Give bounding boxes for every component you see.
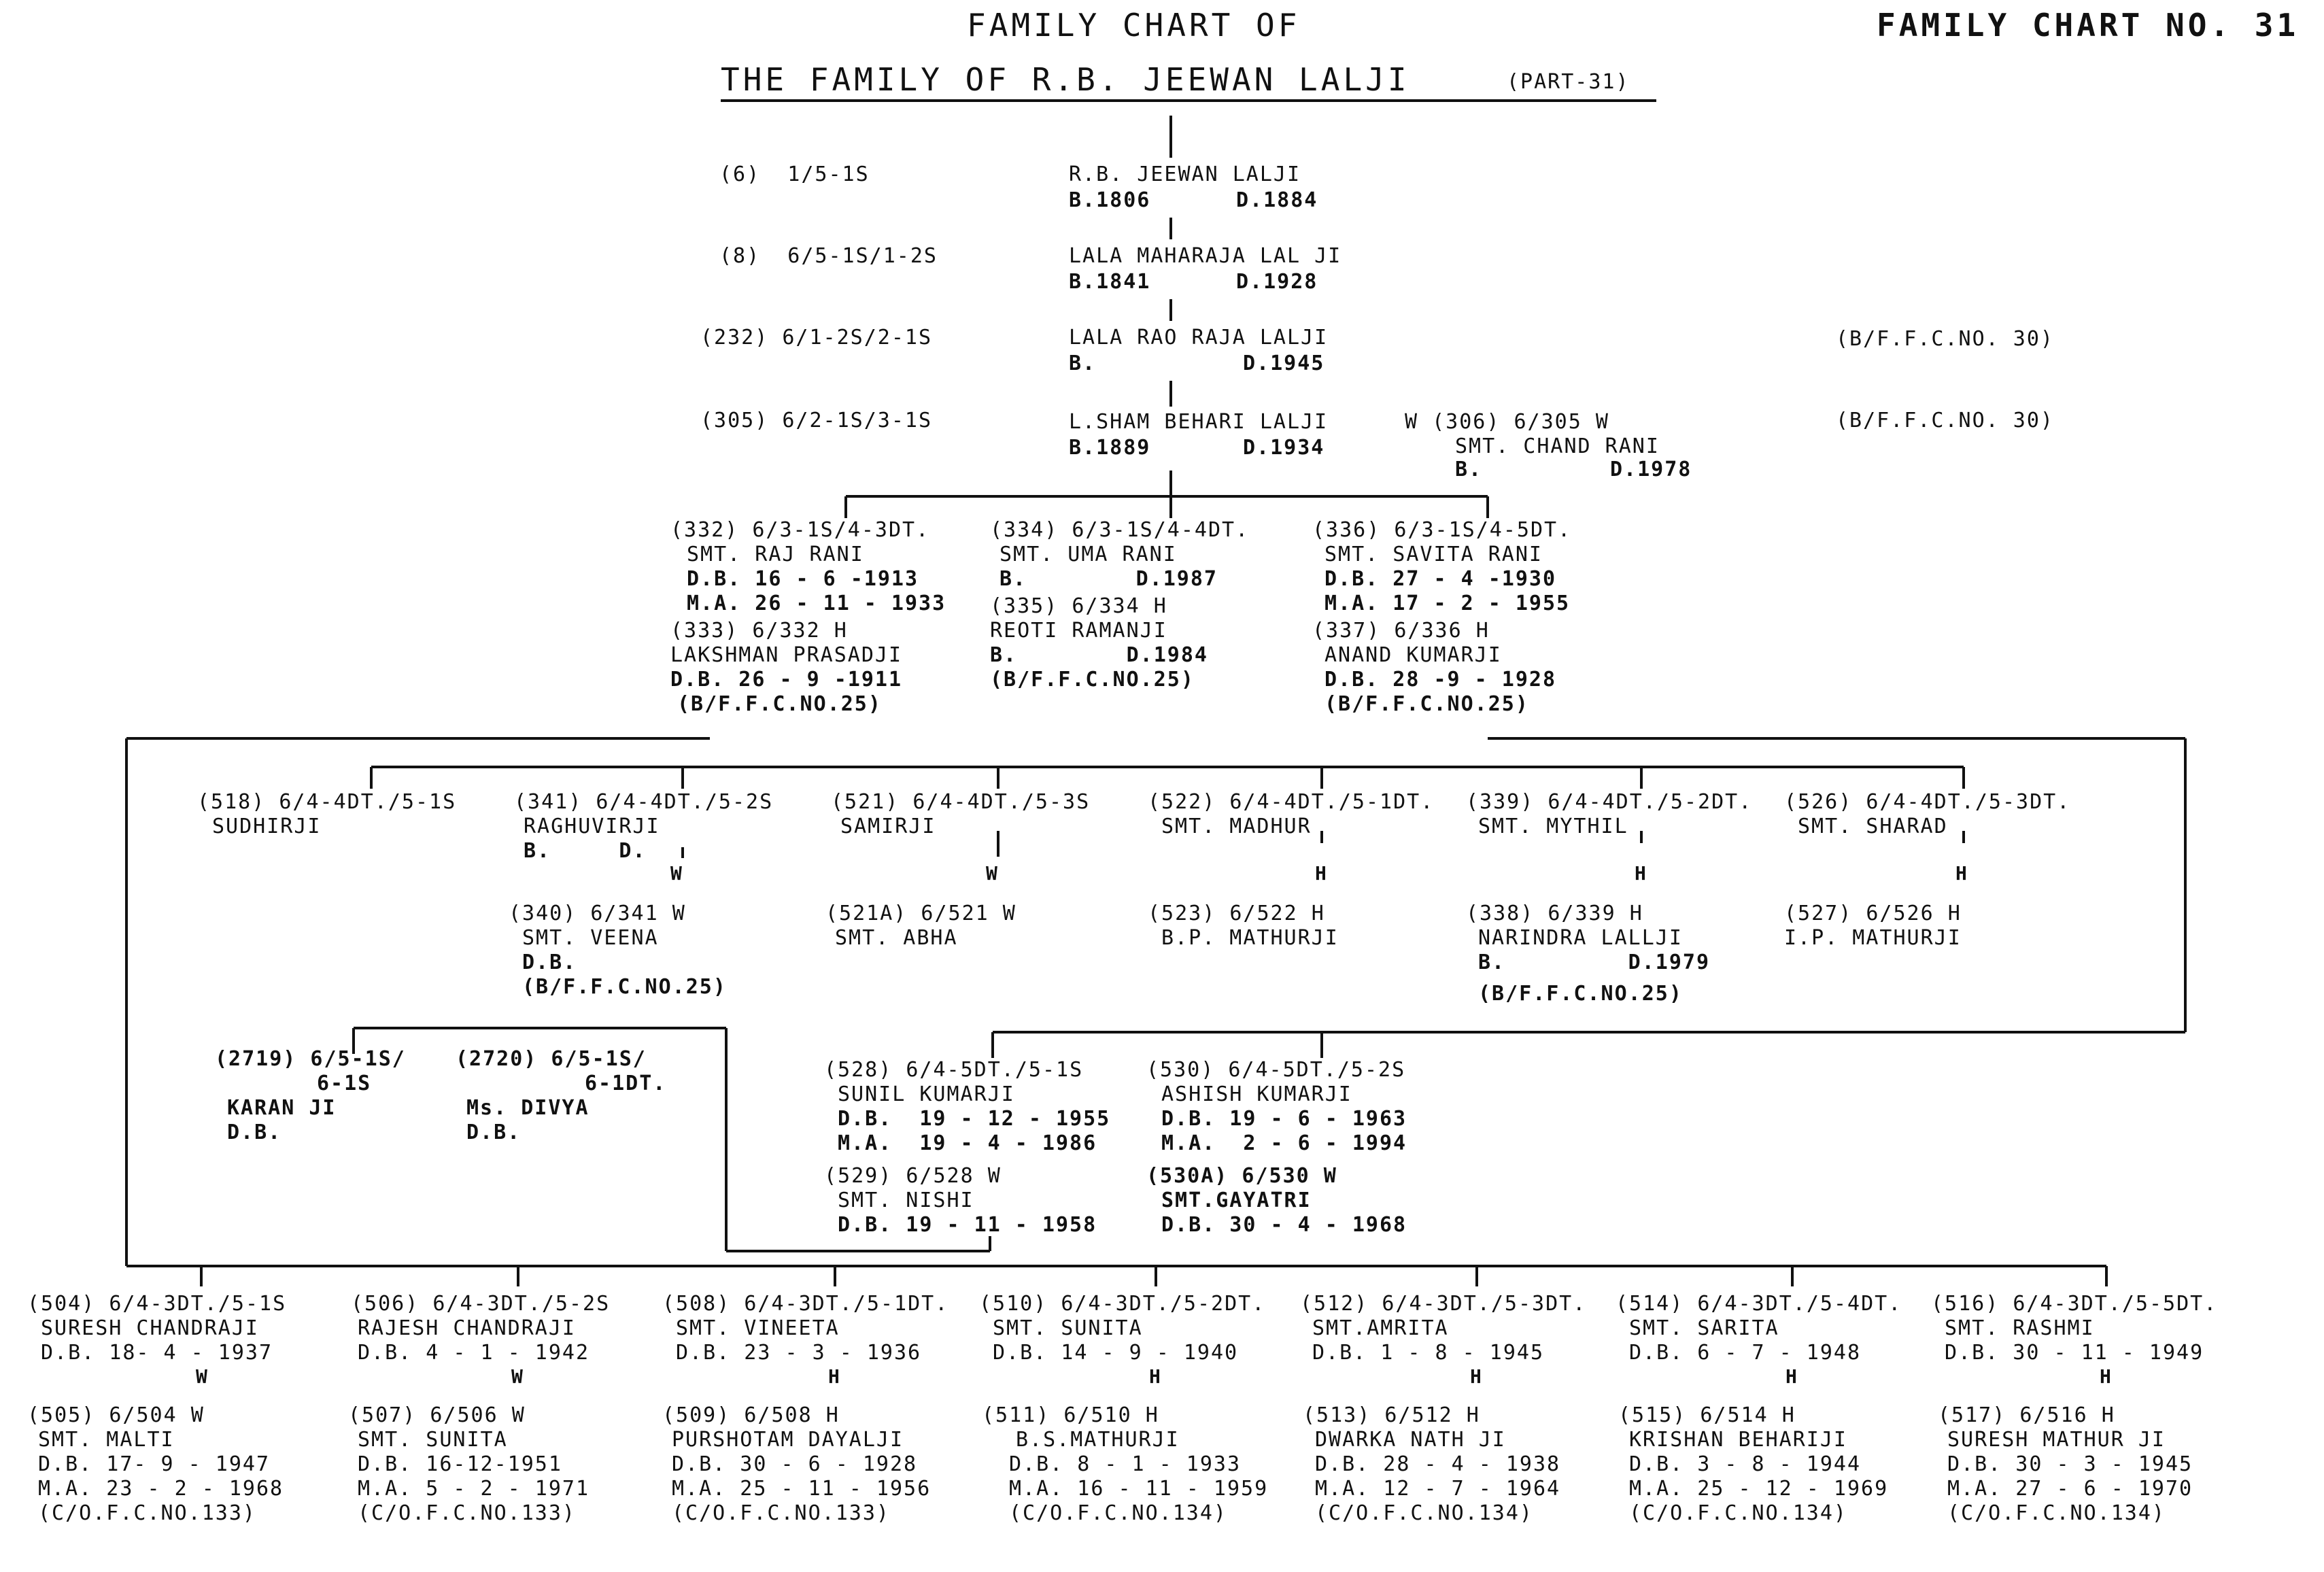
- person-526: [1784, 790, 2070, 839]
- person-birth: D.B. 19 - 12 - 1955: [838, 1107, 1111, 1131]
- spouse-birth: B. D.1979: [1478, 951, 1711, 974]
- lineage-name: R.B. JEEWAN LALJI: [1069, 163, 1301, 186]
- person-515: [1618, 1403, 1888, 1526]
- person-508: [662, 1292, 949, 1365]
- chart-part: (PART-31): [1507, 70, 1630, 94]
- person-523: [1148, 902, 1339, 951]
- person-birth: D.B. 16 - 6 -1913: [687, 567, 919, 591]
- spouse-ref: (C/O.F.C.NO.133): [38, 1501, 256, 1525]
- spouse-marriage: M.A. 16 - 11 - 1959: [1009, 1477, 1269, 1501]
- person-birth: B. D.1987: [999, 567, 1218, 591]
- person-name: ASHISH KUMARJI: [1161, 1082, 1352, 1106]
- spouse-marriage: M.A. 5 - 2 - 1971: [358, 1477, 590, 1501]
- person-code: (332) 6/3-1S/4-3DT.: [670, 518, 930, 542]
- person-514: [1616, 1292, 1902, 1365]
- spouse-birth: D.B. 19 - 11 - 1958: [838, 1213, 1097, 1237]
- lineage-born: B.1889: [1069, 436, 1151, 460]
- person-530: [1146, 1058, 1407, 1237]
- person-code: (334) 6/3-1S/4-4DT.: [990, 518, 1250, 542]
- person-336: [1312, 518, 1571, 717]
- lineage-died: D.1945: [1243, 352, 1325, 375]
- person-code-suffix: 6-1DT.: [585, 1072, 667, 1095]
- spouse-code: (505) 6/504 W: [27, 1403, 205, 1427]
- husband-code: (337) 6/336 H: [1312, 619, 1490, 643]
- spouse-relation-339: H: [1635, 862, 1646, 885]
- person-527: [1784, 902, 1962, 951]
- spouse-name: DWARKA NATH JI: [1315, 1428, 1506, 1452]
- lineage-born: B.1841: [1069, 270, 1151, 294]
- spouse-name: NARINDRA LALLJI: [1478, 926, 1683, 950]
- person-code: (510) 6/4-3DT./5-2DT.: [979, 1292, 1266, 1316]
- person-2720: [456, 1047, 666, 1145]
- husband-name: ANAND KUMARJI: [1325, 643, 1502, 667]
- spouse-ref: (C/O.F.C.NO.134): [1629, 1501, 1847, 1525]
- spouse-birth: D.B.: [522, 951, 577, 974]
- person-name: KARAN JI: [227, 1096, 337, 1120]
- spouse-name: B.P. MATHURJI: [1161, 926, 1339, 950]
- spouse-birth: D.B. 17- 9 - 1947: [38, 1452, 271, 1476]
- person-name: SMT. RAJ RANI: [687, 543, 864, 566]
- person-name: SMT. UMA RANI: [999, 543, 1177, 566]
- person-512: [1300, 1292, 1586, 1365]
- husband-birth: D.B. 26 - 9 -1911: [670, 668, 903, 691]
- person-code: (2720) 6/5-1S/: [456, 1047, 647, 1071]
- lineage-code: (6) 1/5-1S: [719, 163, 870, 186]
- person-code: (518) 6/4-4DT./5-1S: [197, 790, 457, 814]
- person-code: (530) 6/4-5DT./5-2S: [1146, 1058, 1406, 1082]
- husband-ref: (B/F.F.C.NO.25): [677, 692, 882, 716]
- lineage-code: (305) 6/2-1S/3-1S: [700, 409, 933, 432]
- spouse-name: KRISHAN BEHARIJI: [1629, 1428, 1847, 1452]
- spouse-code: (515) 6/514 H: [1618, 1403, 1796, 1427]
- spouse-code: (338) 6/339 H: [1466, 902, 1643, 925]
- spouse-birth: D.B. 8 - 1 - 1933: [1009, 1452, 1242, 1476]
- spouse-ref: (C/O.F.C.NO.133): [672, 1501, 890, 1525]
- person-code: (339) 6/4-4DT./5-2DT.: [1466, 790, 1753, 814]
- person-516: [1931, 1292, 2217, 1365]
- person-506: [351, 1292, 610, 1365]
- spouse-ref: (B/F.F.C.NO.25): [522, 975, 727, 999]
- person-code: (2719) 6/5-1S/: [215, 1047, 406, 1071]
- spouse-ref: (C/O.F.C.NO.134): [1947, 1501, 2166, 1525]
- spouse-name: SMT. SUNITA: [358, 1428, 508, 1452]
- spouse-name: SMT. ABHA: [835, 926, 958, 950]
- person-birth: D.B. 18- 4 - 1937: [41, 1341, 273, 1365]
- spouse-code: (340) 6/341 W: [509, 902, 686, 925]
- spouse-name: B.S.MATHURJI: [1016, 1428, 1180, 1452]
- person-birth: D.B. 27 - 4 -1930: [1325, 567, 1557, 591]
- person-code: (516) 6/4-3DT./5-5DT.: [1931, 1292, 2218, 1316]
- husband-code: (333) 6/332 H: [670, 619, 848, 643]
- person-521: [831, 790, 1090, 839]
- chart-number: FAMILY CHART NO. 31: [1877, 7, 2300, 44]
- person-marriage: M.A. 26 - 11 - 1933: [687, 592, 946, 615]
- spouse-name: SMT. CHAND RANI: [1455, 434, 1660, 458]
- person-name: SMT. SHARAD: [1798, 815, 1948, 838]
- spouse-relation-514: H: [1785, 1365, 1797, 1388]
- person-code: (336) 6/3-1S/4-5DT.: [1312, 518, 1572, 542]
- person-name: SMT.AMRITA: [1312, 1316, 1449, 1340]
- lineage-born: B.1806: [1069, 188, 1151, 212]
- spouse-name: SMT. MALTI: [38, 1428, 175, 1452]
- spouse-died: D.1978: [1610, 458, 1692, 481]
- person-birth: D.B. 30 - 11 - 1949: [1945, 1341, 2204, 1365]
- person-code-suffix: 6-1S: [317, 1072, 372, 1095]
- spouse-marriage: M.A. 12 - 7 - 1964: [1315, 1477, 1561, 1501]
- spouse-name: I.P. MATHURJI: [1784, 926, 1962, 950]
- husband-name: LAKSHMAN PRASADJI: [670, 643, 903, 667]
- lineage-name: LALA RAO RAJA LALJI: [1069, 326, 1329, 349]
- person-birth: D.B. 14 - 9 - 1940: [993, 1341, 1239, 1365]
- person-name: RAJESH CHANDRAJI: [358, 1316, 576, 1340]
- husband-ref: (B/F.F.C.NO.25): [1325, 692, 1529, 716]
- person-521a: [825, 902, 1016, 951]
- spouse-relation-522: H: [1315, 862, 1327, 885]
- spouse-relation-341: W: [670, 862, 682, 885]
- person-birth: D.B. 4 - 1 - 1942: [358, 1341, 590, 1365]
- person-name: SUDHIRJI: [212, 815, 322, 838]
- person-birth: D.B. 1 - 8 - 1945: [1312, 1341, 1545, 1365]
- husband-code: (335) 6/334 H: [990, 594, 1167, 618]
- person-code: (521) 6/4-4DT./5-3S: [831, 790, 1091, 814]
- spouse-ref: (B/F.F.C.NO.25): [1478, 982, 1683, 1006]
- spouse-marriage: M.A. 25 - 11 - 1956: [672, 1477, 932, 1501]
- husband-birth: D.B. 28 -9 - 1928: [1325, 668, 1557, 691]
- person-2719: [215, 1047, 406, 1145]
- spouse-name: PURSHOTAM DAYALJI: [672, 1428, 904, 1452]
- spouse-marriage: M.A. 23 - 2 - 1968: [38, 1477, 284, 1501]
- spouse-name: SMT. NISHI: [838, 1189, 974, 1212]
- person-code: (341) 6/4-4DT./5-2S: [514, 790, 774, 814]
- person-code: (508) 6/4-3DT./5-1DT.: [662, 1292, 949, 1316]
- husband-name: REOTI RAMANJI: [990, 619, 1167, 643]
- spouse-code: (507) 6/506 W: [348, 1403, 526, 1427]
- spouse-name: SMT.GAYATRI: [1161, 1189, 1312, 1212]
- husband-birth: B. D.1984: [990, 643, 1208, 667]
- spouse-code: (523) 6/522 H: [1148, 902, 1325, 925]
- lineage-code: (8) 6/5-1S/1-2S: [719, 244, 938, 268]
- spouse-ref: (C/O.F.C.NO.134): [1315, 1501, 1533, 1525]
- person-marriage: M.A. 2 - 6 - 1994: [1161, 1131, 1407, 1155]
- spouse-ref: (C/O.F.C.NO.134): [1009, 1501, 1227, 1525]
- spouse-marriage: M.A. 25 - 12 - 1969: [1629, 1477, 1889, 1501]
- person-code: (514) 6/4-3DT./5-4DT.: [1616, 1292, 1902, 1316]
- person-code: (522) 6/4-4DT./5-1DT.: [1148, 790, 1435, 814]
- person-name: SMT. SUNITA: [993, 1316, 1143, 1340]
- spouse-code: W (306) 6/305 W: [1405, 410, 1609, 434]
- lineage-died: D.1884: [1236, 188, 1318, 212]
- person-505: [27, 1403, 284, 1526]
- person-name: SMT. MADHUR: [1161, 815, 1312, 838]
- chart-title-line1: FAMILY CHART OF: [967, 7, 1301, 44]
- person-name: SMT. SARITA: [1629, 1316, 1779, 1340]
- person-code: (526) 6/4-4DT./5-3DT.: [1784, 790, 2071, 814]
- spouse-name: SURESH MATHUR JI: [1947, 1428, 2166, 1452]
- person-513: [1303, 1403, 1560, 1526]
- person-name: SAMIRJI: [840, 815, 936, 838]
- spouse-birth: D.B. 16-12-1951: [358, 1452, 562, 1476]
- person-334: [990, 518, 1249, 692]
- spouse-marriage: M.A. 27 - 6 - 1970: [1947, 1477, 2193, 1501]
- spouse-code: (529) 6/528 W: [824, 1164, 1002, 1188]
- spouse-birth: D.B. 30 - 4 - 1968: [1161, 1213, 1407, 1237]
- spouse-code: (527) 6/526 H: [1784, 902, 1962, 925]
- person-338: [1466, 902, 1710, 1006]
- spouse-relation-508: H: [828, 1365, 840, 1388]
- person-birth: D.B. 6 - 7 - 1948: [1629, 1341, 1862, 1365]
- chart-title-line2: THE FAMILY OF R.B. JEEWAN LALJI: [721, 61, 1410, 98]
- person-507: [348, 1403, 589, 1526]
- spouse-birth: D.B. 28 - 4 - 1938: [1315, 1452, 1561, 1476]
- person-code: (512) 6/4-3DT./5-3DT.: [1300, 1292, 1587, 1316]
- spouse-relation-510: H: [1149, 1365, 1161, 1388]
- person-birth: B. D.: [524, 839, 647, 863]
- spouse-relation-504: W: [196, 1365, 207, 1388]
- cross-reference: (B/F.F.C.NO. 30): [1836, 327, 2054, 351]
- lineage-died: D.1934: [1243, 436, 1325, 460]
- spouse-relation-521: W: [986, 862, 997, 885]
- person-340: [509, 902, 727, 999]
- spouse-birth: D.B. 30 - 3 - 1945: [1947, 1452, 2193, 1476]
- spouse-code: (513) 6/512 H: [1303, 1403, 1480, 1427]
- cross-reference: (B/F.F.C.NO. 30): [1836, 409, 2054, 432]
- person-332: [670, 518, 946, 717]
- person-birth: D.B. 23 - 3 - 1936: [676, 1341, 922, 1365]
- lineage-name: L.SHAM BEHARI LALJI: [1069, 410, 1329, 434]
- spouse-code: (517) 6/516 H: [1938, 1403, 2115, 1427]
- person-517: [1938, 1403, 2193, 1526]
- person-code: (528) 6/4-5DT./5-1S: [824, 1058, 1084, 1082]
- person-528: [824, 1058, 1110, 1237]
- person-marriage: M.A. 19 - 4 - 1986: [838, 1131, 1097, 1155]
- person-510: [979, 1292, 1265, 1365]
- person-name: SMT. VINEETA: [676, 1316, 840, 1340]
- person-name: SUNIL KUMARJI: [838, 1082, 1015, 1106]
- person-504: [27, 1292, 286, 1365]
- spouse-code: (509) 6/508 H: [662, 1403, 840, 1427]
- spouse-birth: D.B. 3 - 8 - 1944: [1629, 1452, 1862, 1476]
- spouse-relation-526: H: [1955, 862, 1967, 885]
- person-341: [514, 790, 773, 864]
- spouse-code: (530A) 6/530 W: [1146, 1164, 1337, 1188]
- spouse-code: (511) 6/510 H: [982, 1403, 1159, 1427]
- person-name: SMT. MYTHIL: [1478, 815, 1628, 838]
- person-509: [662, 1403, 931, 1526]
- person-name: SURESH CHANDRAJI: [41, 1316, 259, 1340]
- spouse-name: SMT. VEENA: [522, 926, 659, 950]
- person-birth: D.B.: [466, 1121, 522, 1144]
- person-339: [1466, 790, 1752, 839]
- person-birth: D.B.: [227, 1121, 282, 1144]
- lineage-code: (232) 6/1-2S/2-1S: [700, 326, 933, 349]
- husband-ref: (B/F.F.C.NO.25): [990, 668, 1195, 691]
- person-name: SMT. RASHMI: [1945, 1316, 2095, 1340]
- lineage-name: LALA MAHARAJA LAL JI: [1069, 244, 1342, 268]
- spouse-ref: (C/O.F.C.NO.133): [358, 1501, 576, 1525]
- person-522: [1148, 790, 1434, 839]
- spouse-born: B.: [1455, 458, 1483, 481]
- person-birth: D.B. 19 - 6 - 1963: [1161, 1107, 1407, 1131]
- person-code: (506) 6/4-3DT./5-2S: [351, 1292, 611, 1316]
- spouse-relation-516: H: [2100, 1365, 2111, 1388]
- lineage-born: B.: [1069, 352, 1097, 375]
- lineage-died: D.1928: [1236, 270, 1318, 294]
- person-518: [197, 790, 456, 839]
- person-name: RAGHUVIRJI: [524, 815, 660, 838]
- spouse-birth: D.B. 30 - 6 - 1928: [672, 1452, 918, 1476]
- person-code: (504) 6/4-3DT./5-1S: [27, 1292, 287, 1316]
- person-name: Ms. DIVYA: [466, 1096, 589, 1120]
- person-511: [982, 1403, 1268, 1526]
- person-marriage: M.A. 17 - 2 - 1955: [1325, 592, 1571, 615]
- person-name: SMT. SAVITA RANI: [1325, 543, 1543, 566]
- spouse-code: (521A) 6/521 W: [825, 902, 1016, 925]
- spouse-relation-506: W: [511, 1365, 523, 1388]
- spouse-relation-512: H: [1470, 1365, 1482, 1388]
